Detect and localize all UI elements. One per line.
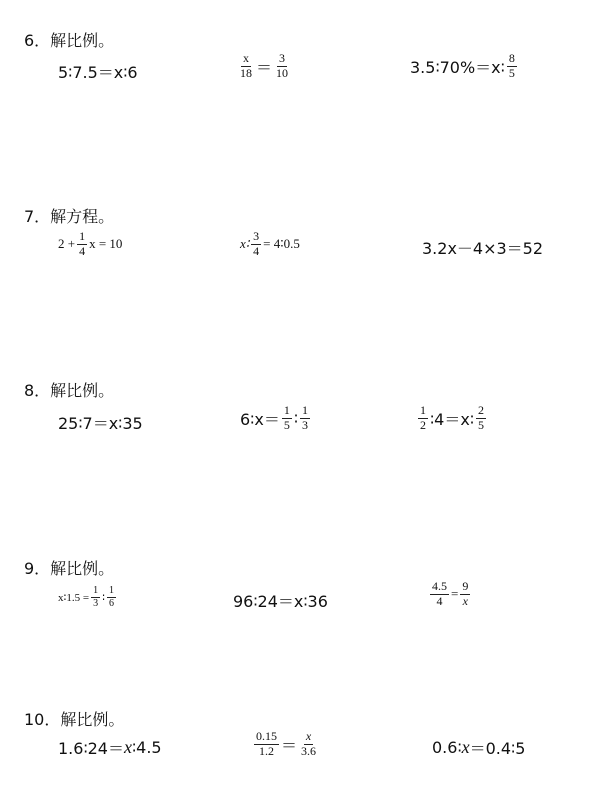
ratio-sign: ∶ [102,591,105,604]
numerator: 1 [93,585,99,596]
q10-heading: 10．解比例。 [24,710,125,729]
fraction [430,580,449,609]
numerator: 0.15 [256,729,277,743]
q10-problem-c [432,736,525,759]
q10-problem-b [252,730,320,759]
q10-problem-a [58,736,162,759]
denominator: 3.6 [301,743,317,758]
denominator: x [462,593,468,608]
fraction [418,404,428,433]
fraction [476,404,486,433]
equation-text: x = 10 [89,236,123,252]
denominator: 2 [420,417,426,432]
denominator: 6 [108,597,114,609]
q8-problem-c [416,404,488,433]
numerator: 1 [302,403,308,417]
equation-text: 6∶x＝ [240,409,280,429]
q9-problem-a [58,585,118,609]
denominator: 5 [283,417,290,432]
numerator: 3 [253,229,260,243]
q9-heading: 9．解比例。 [24,559,115,578]
q7-problem-a [58,230,122,259]
q7-problem-c: 3.2x－4×3＝52 [422,239,544,258]
q8-heading: 8．解比例。 [24,381,115,400]
fraction [274,52,290,81]
numerator: 1 [283,403,290,417]
fraction [254,730,279,759]
fraction [251,230,261,259]
q7-heading: 7．解方程。 [24,207,115,226]
fraction [300,404,310,433]
denominator: 4 [253,243,260,258]
denominator: 10 [276,65,289,80]
denominator: 4 [436,593,443,608]
fraction [238,52,254,81]
numerator: x [305,729,312,743]
equation-text: 1.6∶24＝ [58,739,124,758]
denominator: 3 [93,597,99,609]
equation-text: 3.5∶70%＝x∶ [410,57,505,77]
equation-text: 0.6∶ [432,738,462,757]
denominator: 5 [508,65,515,80]
denominator: 1.2 [259,743,274,758]
numerator: 1 [79,229,86,243]
fraction [77,230,87,259]
ratio-sign: ∶ [293,408,298,428]
denominator: 3 [302,417,308,432]
q7-problem-b [240,230,300,259]
numerator: 1 [108,585,114,596]
numerator: 2 [477,403,484,417]
denominator: 5 [477,417,484,432]
equals-sign: ＝ [281,735,298,755]
equation-text: x∶ [240,236,250,252]
q9-problem-b: 96∶24＝x∶36 [233,592,328,611]
equals-sign: = [451,586,459,602]
equation-text: x∶1.5 = [58,591,90,604]
fraction [107,585,116,609]
fraction [507,52,517,81]
equals-sign: ＝ [256,57,273,77]
fraction [299,730,318,759]
numerator: 3 [279,51,286,65]
equation-text: = 4∶0.5 [263,236,300,252]
numerator: x [243,51,249,65]
variable-x: x [461,737,470,757]
q6-problem-c [410,52,519,81]
q6-heading: 6．解比例。 [24,31,115,50]
q9-problem-c [428,580,472,609]
numerator: 9 [462,579,469,593]
fraction [460,580,470,609]
q8-problem-a: 25∶7＝x∶35 [58,414,143,433]
equation-text: ∶4＝x∶ [430,409,474,429]
variable-x: x [123,737,132,757]
equation-text: ＝0.4∶5 [469,739,526,758]
denominator: 4 [79,243,86,258]
numerator: 4.5 [432,579,447,593]
q6-problem-a: 5∶7.5＝x∶6 [58,63,138,82]
q8-problem-b [240,404,312,433]
q6-problem-b [236,52,292,81]
equation-text: ∶4.5 [131,738,162,757]
denominator: 18 [240,65,252,80]
numerator: 1 [420,403,426,417]
fraction [282,404,292,433]
numerator: 8 [508,51,515,65]
equation-text: 2 + [58,236,76,252]
fraction [91,585,100,609]
